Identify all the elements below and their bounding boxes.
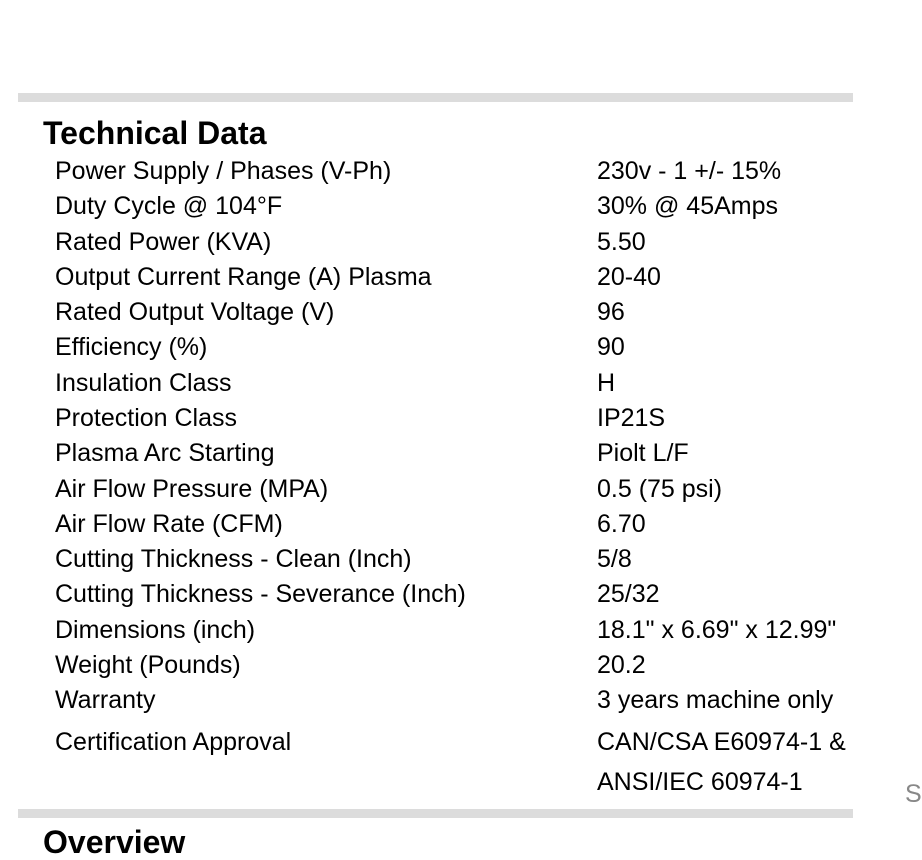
spec-label-insulation-class: Insulation Class: [55, 369, 232, 397]
spec-label-efficiency: Efficiency (%): [55, 333, 208, 361]
spec-label-air-flow-rate: Air Flow Rate (CFM): [55, 510, 283, 538]
spec-value-certification-approval-line2: ANSI/IEC 60974-1: [597, 768, 803, 796]
section-divider-top: [18, 93, 853, 102]
spec-value-output-current-range: 20-40: [597, 263, 661, 291]
spec-label-weight: Weight (Pounds): [55, 651, 241, 679]
overview-heading: Overview: [43, 824, 186, 860]
spec-label-warranty: Warranty: [55, 686, 156, 714]
spec-value-efficiency: 90: [597, 333, 625, 361]
spec-value-insulation-class: H: [597, 369, 616, 397]
spec-label-cutting-thickness-clean: Cutting Thickness - Clean (Inch): [55, 545, 412, 573]
spec-label-power-supply: Power Supply / Phases (V-Ph): [55, 157, 392, 185]
technical-data-heading: Technical Data: [43, 115, 267, 151]
section-divider-bottom: [18, 809, 853, 818]
clipped-edge-text: S: [905, 780, 922, 808]
spec-label-dimensions: Dimensions (inch): [55, 616, 256, 644]
spec-value-power-supply: 230v - 1 +/- 15%: [597, 157, 782, 185]
spec-label-protection-class: Protection Class: [55, 404, 238, 432]
spec-value-duty-cycle: 30% @ 45Amps: [597, 192, 779, 220]
spec-label-cutting-thickness-severance: Cutting Thickness - Severance (Inch): [55, 580, 466, 608]
spec-label-plasma-arc-starting: Plasma Arc Starting: [55, 439, 275, 467]
spec-label-output-current-range: Output Current Range (A) Plasma: [55, 263, 432, 291]
spec-value-cutting-thickness-severance: 25/32: [597, 580, 660, 608]
spec-value-rated-output-voltage: 96: [597, 298, 625, 326]
spec-label-duty-cycle: Duty Cycle @ 104°F: [55, 192, 283, 220]
spec-value-protection-class: IP21S: [597, 404, 666, 432]
spec-label-air-flow-pressure: Air Flow Pressure (MPA): [55, 475, 329, 503]
spec-label-certification-approval: Certification Approval: [55, 728, 292, 756]
spec-value-weight: 20.2: [597, 651, 646, 679]
spec-value-rated-power: 5.50: [597, 228, 646, 256]
spec-value-warranty: 3 years machine only: [597, 686, 834, 714]
spec-label-rated-output-voltage: Rated Output Voltage (V): [55, 298, 335, 326]
spec-label-rated-power: Rated Power (KVA): [55, 228, 272, 256]
spec-value-plasma-arc-starting: Piolt L/F: [597, 439, 689, 467]
spec-value-dimensions: 18.1" x 6.69" x 12.99": [597, 616, 837, 644]
spec-value-cutting-thickness-clean: 5/8: [597, 545, 632, 573]
spec-value-air-flow-rate: 6.70: [597, 510, 646, 538]
spec-value-air-flow-pressure: 0.5 (75 psi): [597, 475, 723, 503]
spec-value-certification-approval: CAN/CSA E60974-1 &: [597, 728, 846, 756]
